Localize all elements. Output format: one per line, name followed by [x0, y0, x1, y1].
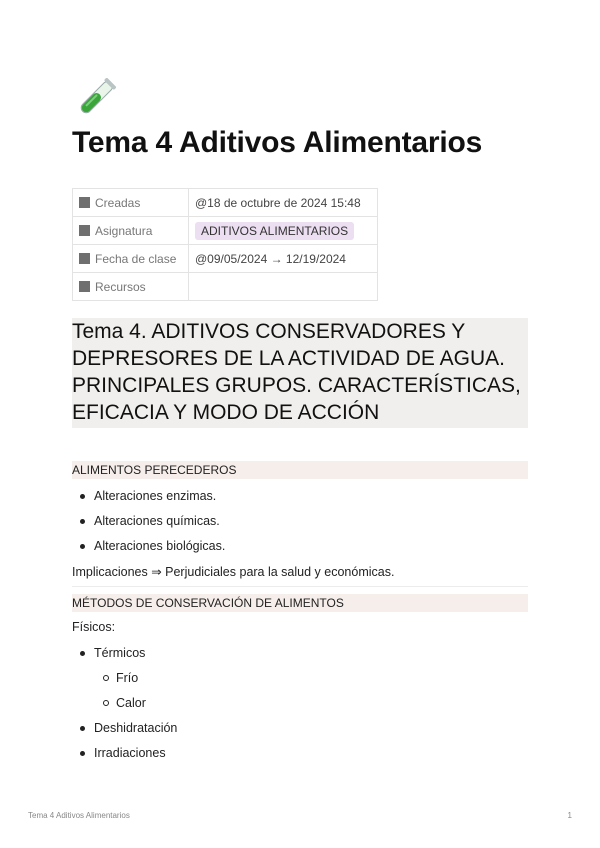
property-row[interactable]: [73, 217, 378, 245]
list-item: Alteraciones enzimas.: [72, 488, 225, 513]
footer-page-number: 1: [567, 811, 572, 820]
page-title: Tema 4 Aditivos Alimentarios: [72, 126, 483, 159]
list-item: Alteraciones químicas.: [72, 513, 225, 538]
property-icon: [79, 225, 90, 236]
perishable-list: [72, 488, 225, 563]
methods-list: [72, 645, 177, 770]
block-title-methods: MÉTODOS DE CONSERVACIÓN DE ALIMENTOS: [72, 594, 528, 612]
section-heading: Tema 4. ADITIVOS CONSERVADORES Y DEPRESORES DE LA ACTIVIDAD DE AGUA. PRINCIPALES GRUPOS. CARACTERÍSTICAS, EFICACIA Y MODO DE ACCIÓN: [72, 318, 528, 428]
implications-text: Implicaciones ⇒ Perjudiciales para la salud y económicas.: [72, 565, 395, 579]
property-label: Recursos: [73, 273, 189, 301]
subject-tag[interactable]: ADITIVOS ALIMENTARIOS: [195, 222, 354, 240]
property-value-resources[interactable]: [189, 273, 378, 301]
sub-list-item: Frío: [72, 670, 177, 695]
properties-table: [72, 188, 378, 301]
property-label: Creadas: [73, 189, 189, 217]
property-label: Asignatura: [73, 217, 189, 245]
property-value-subject: [189, 217, 378, 245]
property-row[interactable]: [73, 273, 378, 301]
property-value-class-date: @09/05/2024 → 12/19/2024: [189, 245, 378, 273]
property-row[interactable]: [73, 189, 378, 217]
list-item: Alteraciones biológicas.: [72, 538, 225, 563]
property-icon: [79, 281, 90, 292]
physical-methods-label: Físicos:: [72, 620, 116, 634]
list-item: Térmicos: [72, 645, 177, 670]
property-row[interactable]: [73, 245, 378, 273]
footer-title: Tema 4 Aditivos Alimentarios: [28, 811, 130, 820]
sub-list-item: Calor: [72, 695, 177, 720]
property-label: Fecha de clase: [73, 245, 189, 273]
property-icon: [79, 197, 90, 208]
divider: [72, 586, 528, 587]
block-title-perishable: ALIMENTOS PERECEDEROS: [72, 461, 528, 479]
list-item: Deshidratación: [72, 720, 177, 745]
property-value-created: @18 de octubre de 2024 15:48: [189, 189, 378, 217]
test-tube-icon: [72, 78, 116, 122]
property-icon: [79, 253, 90, 264]
list-item: Irradiaciones: [72, 745, 177, 770]
